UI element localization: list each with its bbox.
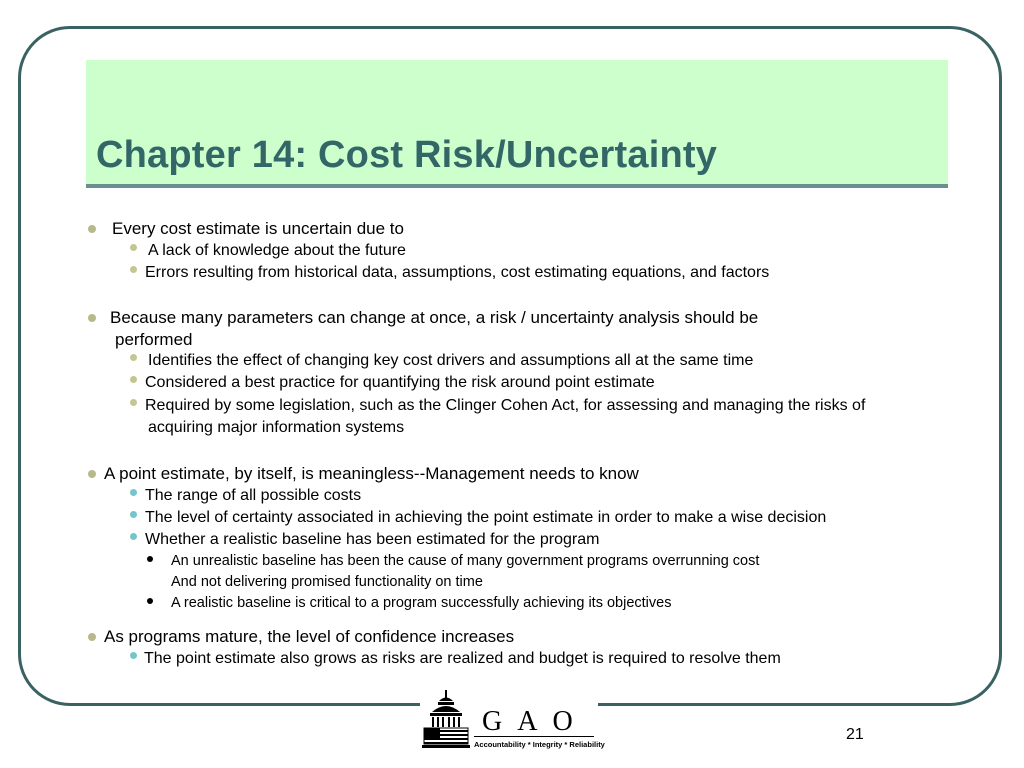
bullet-icon [130,376,137,383]
bullet-icon [130,511,137,518]
section3-item-3: Whether a realistic baseline has been estimated for the program [145,531,600,548]
section3-item-2: The level of certainty associated in achieving the point estimate in order to make a wise decision [145,509,827,526]
bullet-icon [88,470,96,478]
section1-heading: Every cost estimate is uncertain due to [112,219,404,238]
bullet-icon [130,399,137,406]
section2-heading-line1: Because many parameters can change at once, a risk / uncertainty analysis should be [110,308,759,327]
bullet-icon [130,489,137,496]
bullet-icon [147,556,153,562]
bullet-icon [88,225,96,233]
section4-item-1: The point estimate also grows as risks are realized and budget is required to resolve them [144,650,781,667]
section4-heading: As programs mature, the level of confidence increases [104,627,515,646]
section2-item-2: Considered a best practice for quantifying the risk around point estimate [145,374,655,391]
bullet-icon [130,266,137,273]
section3-sub-item-2: A realistic baseline is critical to a program successfully achieving its objectives [171,595,672,611]
section3-item-1: The range of all possible costs [145,487,362,504]
section3-sub-item-1-line2: And not delivering promised functionality on time [171,574,483,590]
bullet-icon [130,244,137,251]
bullet-icon [88,633,96,641]
section3-sub-item-1-line1: An unrealistic baseline has been the cause of many government programs overrunning cost [171,553,760,569]
bullet-icon [130,354,137,361]
bullet-icon [147,598,153,604]
logo-text: GAO [482,706,588,737]
page-number: 21 [846,726,864,743]
section2-item-3-line2: acquiring major information systems [148,419,405,436]
bullet-icon [130,533,137,540]
bullet-icon [130,652,137,659]
logo-tagline: Accountability * Integrity * Reliability [474,740,605,749]
section2-item-1: Identifies the effect of changing key cost drivers and assumptions all at the same time [148,352,754,369]
bullet-icon [88,314,96,322]
section2-item-3-line1: Required by some legislation, such as the Clinger Cohen Act, for assessing and managing the risks of [145,397,866,414]
section1-item-2: Errors resulting from historical data, assumptions, cost estimating equations, and factors [145,264,770,281]
section3-heading: A point estimate, by itself, is meaningless--Management needs to know [104,464,639,483]
slide-title: Chapter 14: Cost Risk/Uncertainty [96,134,718,176]
section1-item-1: A lack of knowledge about the future [148,242,406,259]
section2-heading-line2: performed [115,330,193,349]
